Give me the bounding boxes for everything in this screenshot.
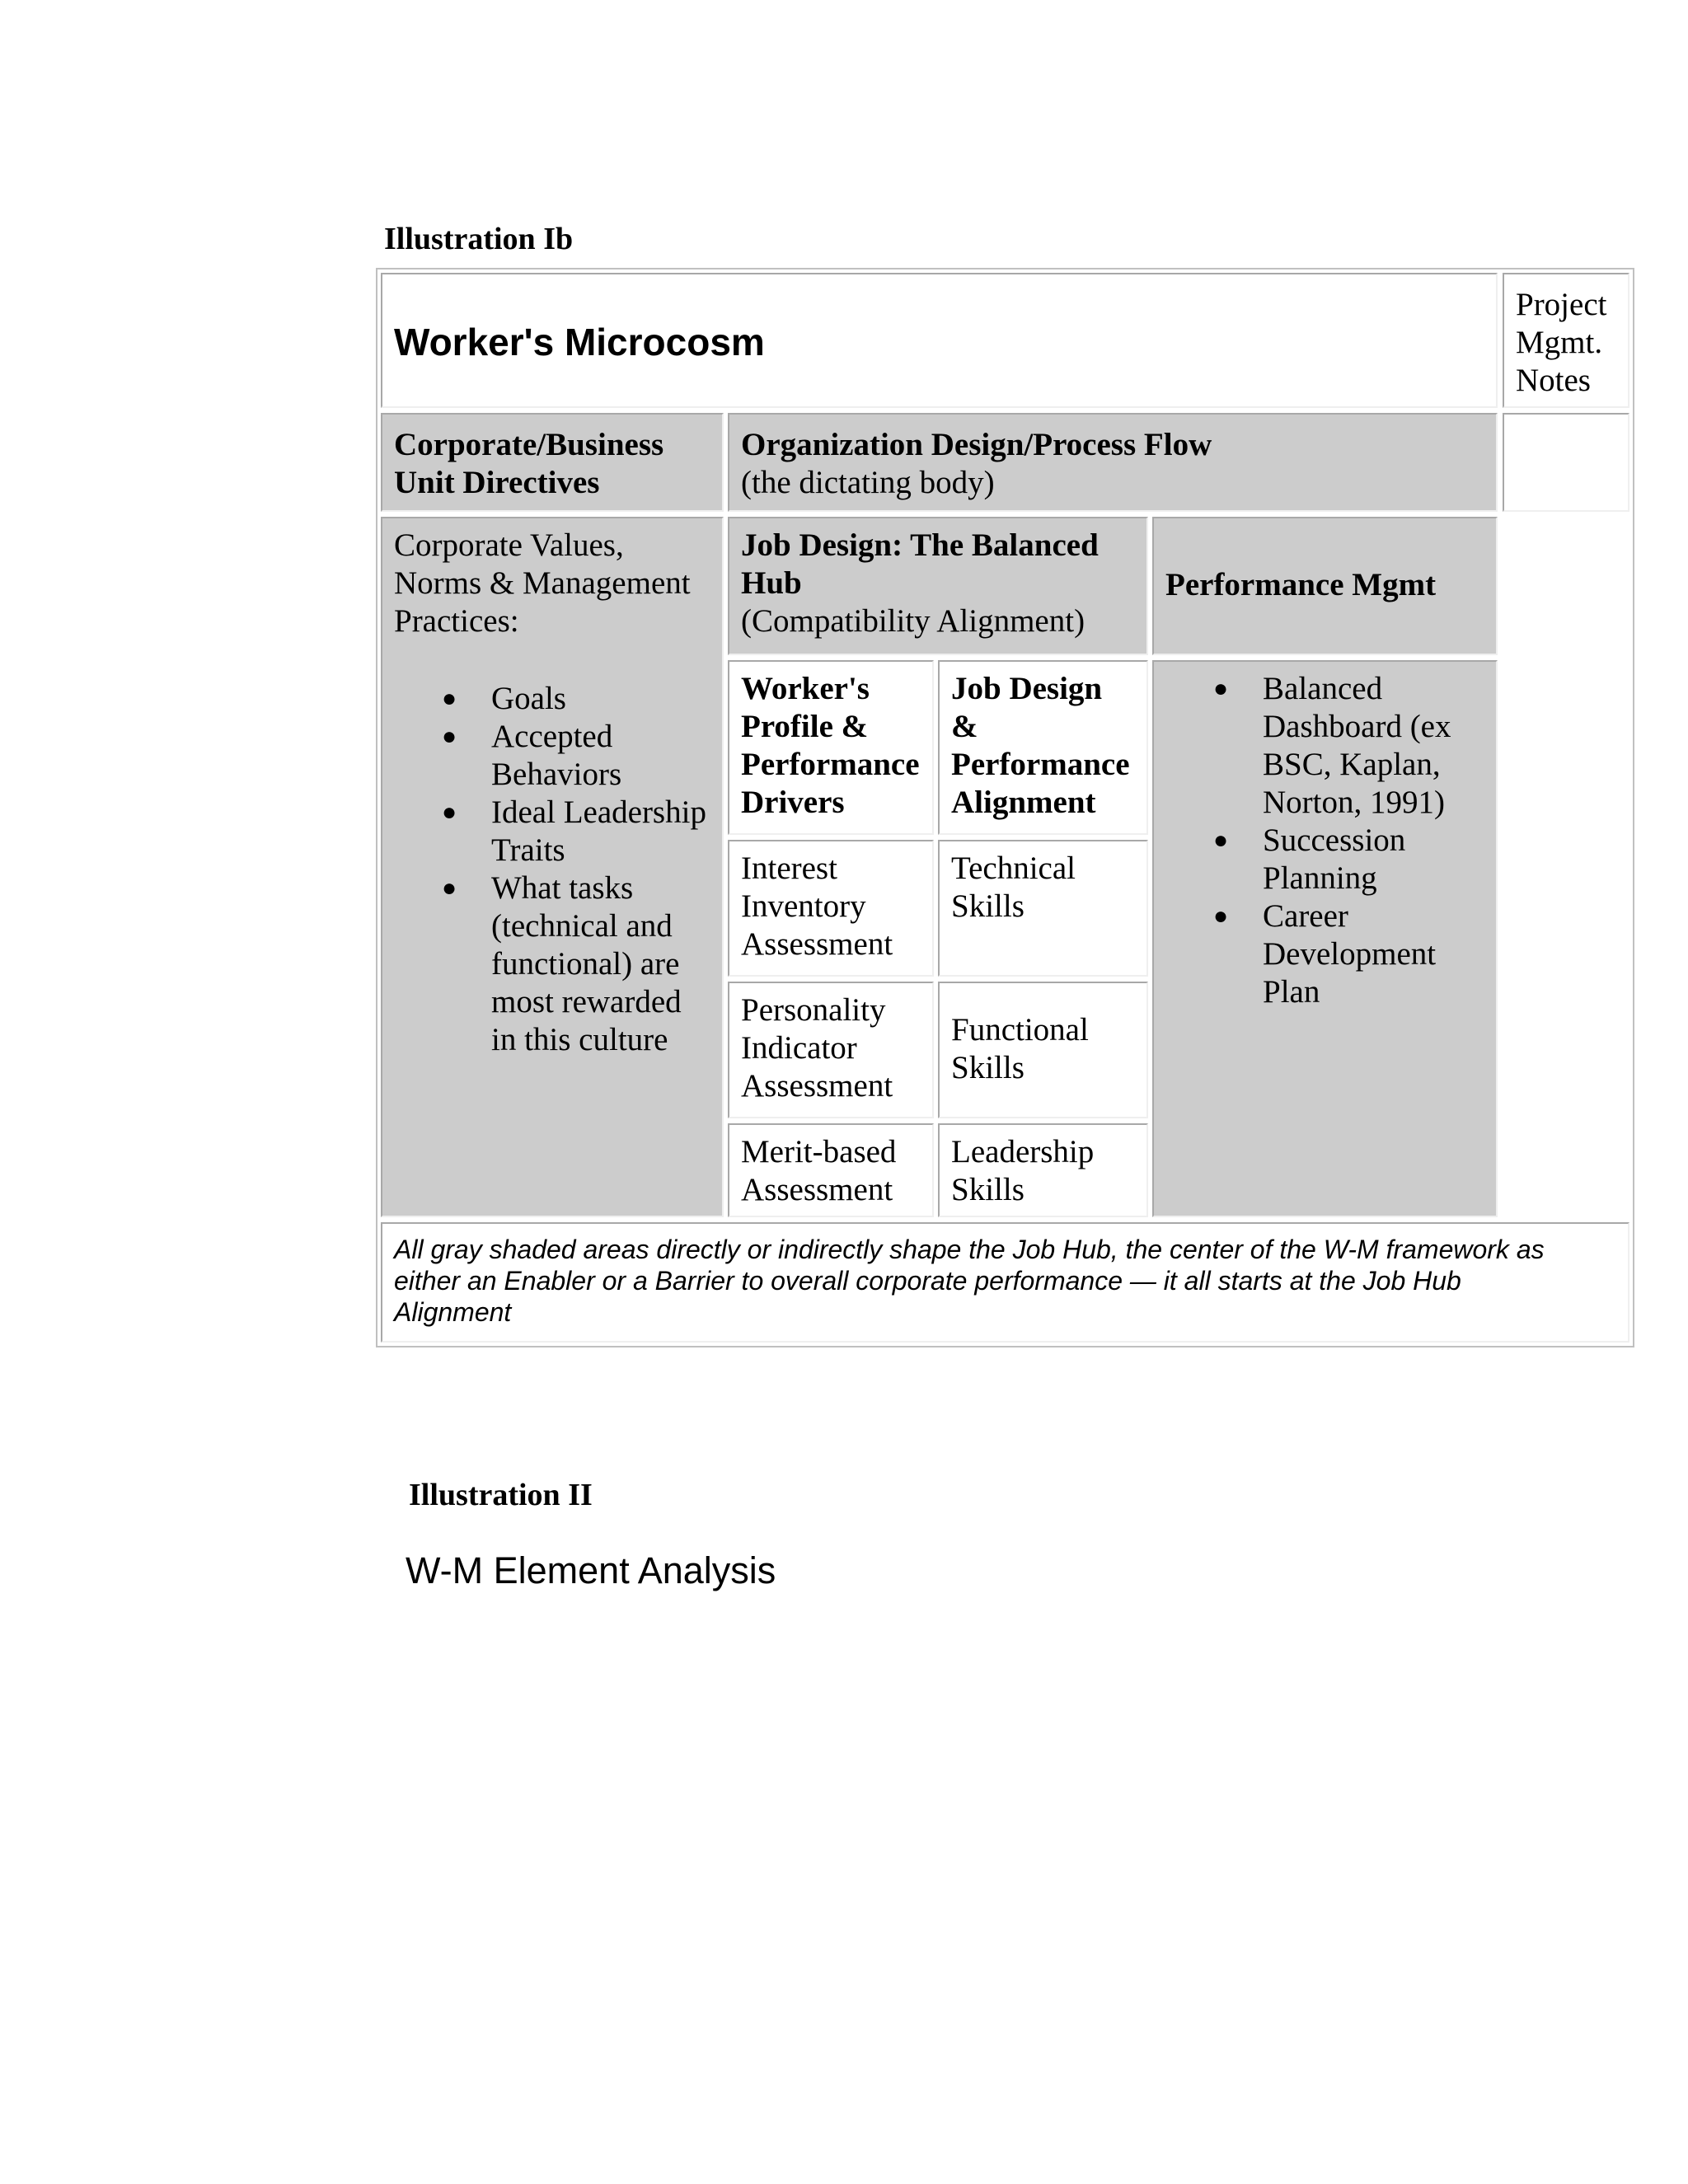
performance-mgmt-header-cell — [1152, 517, 1498, 655]
corporate-values-intro: Corporate Values, Norms & Management Practices: — [394, 527, 691, 639]
performance-mgmt-header: Performance Mgmt — [1165, 567, 1437, 602]
illustration-ii-heading: Illustration II — [409, 1478, 593, 1512]
wm-element-analysis-title: W-M Element Analysis — [406, 1549, 776, 1591]
corporate-directives-header-cell — [381, 413, 724, 512]
list-item: ● What tasks (technical and functional) are most rewarded in this culture — [442, 870, 682, 1057]
table-footer-note: All gray shaded areas directly or indirectly shape the Job Hub, the center of the W-M framework as either an Enabler or a Barrier to overall corporate performance — it all starts at the Job Hub Alignment — [394, 1235, 1545, 1327]
worker-profile-header: Worker's Profile & Performance Drivers — [741, 671, 920, 820]
org-design-header-cell — [728, 413, 1498, 512]
org-design-header: Organization Design/Process Flow (the dictating body) — [741, 427, 1212, 500]
notes-empty-cell — [1503, 413, 1629, 512]
functional-skills-cell — [938, 982, 1148, 1118]
personality-indicator-cell — [728, 982, 934, 1118]
performance-mgmt-cell — [1152, 660, 1498, 1217]
project-notes-header-cell — [1503, 273, 1629, 408]
interest-inventory-text: Interest Inventory Assessment — [741, 851, 893, 962]
job-alignment-header-cell — [938, 660, 1148, 835]
illustration-ib-heading: Illustration Ib — [384, 222, 574, 256]
personality-indicator-text: Personality Indicator Assessment — [741, 992, 893, 1104]
list-item: ● Balanced Dashboard (ex BSC, Kaplan, Norton, 1991) — [1213, 671, 1451, 820]
merit-based-text: Merit-based Assessment — [741, 1134, 897, 1207]
corporate-values-cell — [381, 517, 724, 1217]
leadership-skills-text: Leadership Skills — [951, 1134, 1095, 1207]
project-notes-header: Project Mgmt. Notes — [1516, 287, 1607, 398]
list-item: ● Goals — [442, 681, 566, 716]
job-design-header-cell — [728, 517, 1148, 655]
list-item: ● Career Development Plan — [1213, 898, 1437, 1010]
worker-profile-header-cell — [728, 660, 934, 835]
job-alignment-header: Job Design & Performance Alignment — [951, 671, 1130, 820]
corporate-values-list — [442, 680, 722, 1059]
performance-mgmt-list — [1213, 670, 1493, 1011]
list-item: ● Accepted Behaviors — [442, 719, 622, 792]
workers-microcosm-table — [376, 268, 1634, 1347]
technical-skills-text: Technical Skills — [951, 851, 1076, 924]
interest-inventory-cell — [728, 840, 934, 977]
table-footer-cell — [381, 1222, 1629, 1343]
leadership-skills-cell — [938, 1123, 1148, 1217]
list-item: ● Ideal Leadership Traits — [442, 794, 706, 868]
merit-based-cell — [728, 1123, 934, 1217]
list-item: ● Succession Planning — [1213, 823, 1406, 896]
job-design-header: Job Design: The Balanced Hub (Compatibility Alignment) — [741, 527, 1099, 639]
corporate-directives-header: Corporate/Business Unit Directives — [394, 427, 664, 500]
functional-skills-text: Functional Skills — [951, 1012, 1089, 1085]
table-title: Worker's Microcosm — [394, 321, 765, 363]
table-title-cell — [381, 273, 1498, 408]
technical-skills-cell — [938, 840, 1148, 977]
